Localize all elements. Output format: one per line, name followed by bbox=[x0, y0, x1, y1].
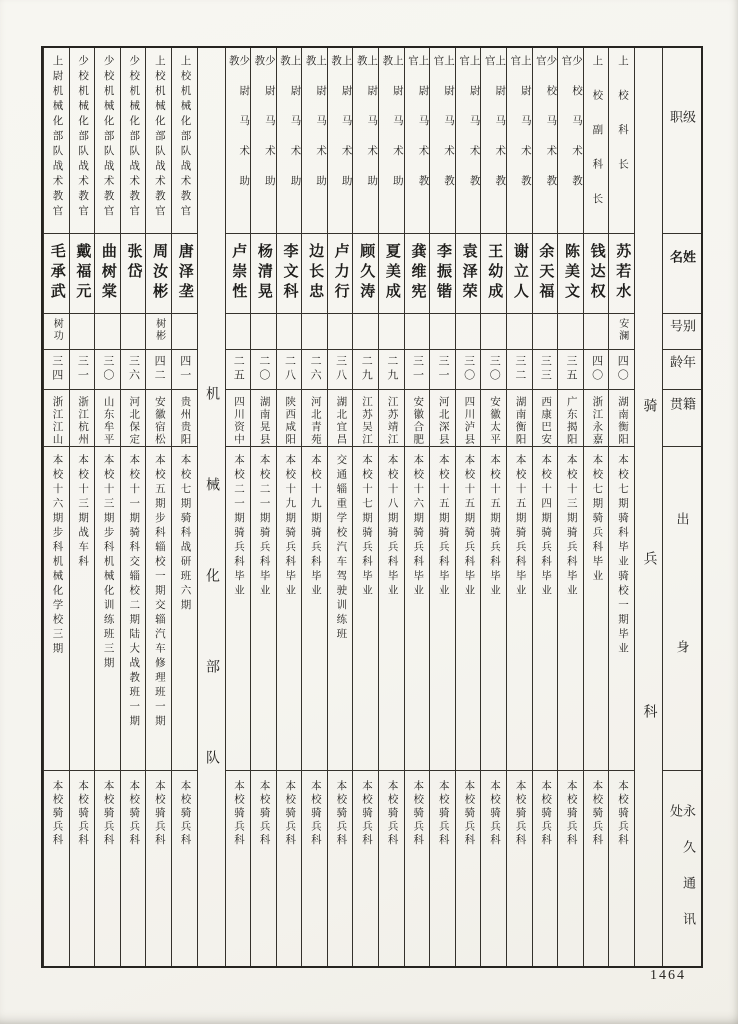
member-column bbox=[429, 48, 455, 966]
member-native-place: 浙江江山 bbox=[44, 390, 69, 447]
member-name: 陈美文 bbox=[558, 234, 583, 314]
member-rank: 上尉马术教官 bbox=[507, 48, 532, 234]
member-origin: 本校十四期骑兵科毕业 bbox=[533, 447, 558, 771]
member-age: 二九 bbox=[353, 350, 378, 390]
member-column bbox=[455, 48, 481, 966]
member-column bbox=[69, 48, 95, 966]
member-age: 三〇 bbox=[456, 350, 481, 390]
member-address: 本校骑兵科 bbox=[616, 780, 628, 848]
member-rank: 少校机械化部队战术教官 bbox=[70, 48, 95, 234]
member-column bbox=[378, 48, 404, 966]
member-age: 四二 bbox=[146, 350, 171, 390]
member-native-place: 浙江永嘉 bbox=[584, 390, 609, 447]
member-address: 本校骑兵科 bbox=[284, 780, 296, 848]
member-rank: 上尉马术助教 bbox=[353, 48, 378, 234]
member-age: 二〇 bbox=[251, 350, 276, 390]
member-column bbox=[352, 48, 378, 966]
member-name: 杨清晃 bbox=[251, 234, 276, 314]
member-age: 二五 bbox=[226, 350, 251, 390]
member-column bbox=[145, 48, 171, 966]
member-column bbox=[583, 48, 609, 966]
member-native-place: 安徽合肥 bbox=[405, 390, 430, 447]
member-native-place: 陕西咸阳 bbox=[277, 390, 302, 447]
member-column bbox=[43, 48, 69, 966]
member-address: 本校骑兵科 bbox=[361, 780, 373, 848]
member-age: 三六 bbox=[121, 350, 146, 390]
member-alias: 树彬 bbox=[146, 314, 171, 350]
member-alias bbox=[226, 314, 251, 350]
member-address: 本校骑兵科 bbox=[488, 780, 500, 848]
member-origin: 本校二一期骑兵科毕业 bbox=[251, 447, 276, 771]
member-rank: 上校副科长 bbox=[584, 48, 609, 234]
member-origin: 本校七期骑科战研班六期 bbox=[172, 447, 197, 771]
member-alias bbox=[277, 314, 302, 350]
member-name: 毛承武 bbox=[44, 234, 69, 314]
member-alias bbox=[533, 314, 558, 350]
member-rank: 上尉马术助教 bbox=[277, 48, 302, 234]
member-address: 本校骑兵科 bbox=[591, 780, 603, 848]
member-age: 二九 bbox=[379, 350, 404, 390]
member-address: 本校骑兵科 bbox=[309, 780, 321, 848]
member-alias bbox=[507, 314, 532, 350]
member-native-place: 湖南衡阳 bbox=[507, 390, 532, 447]
member-name: 曲树棠 bbox=[95, 234, 120, 314]
member-age: 二六 bbox=[302, 350, 327, 390]
member-alias bbox=[302, 314, 327, 350]
member-origin: 本校十五期骑兵科毕业 bbox=[481, 447, 506, 771]
member-alias bbox=[70, 314, 95, 350]
member-address: 本校骑兵科 bbox=[437, 780, 449, 848]
member-address: 本校骑兵科 bbox=[102, 780, 114, 848]
member-rank: 少校马术教官 bbox=[533, 48, 558, 234]
member-native-place: 广东揭阳 bbox=[558, 390, 583, 447]
member-age: 二八 bbox=[277, 350, 302, 390]
member-age: 三五 bbox=[558, 350, 583, 390]
member-age: 三一 bbox=[70, 350, 95, 390]
member-rank: 上尉马术教官 bbox=[456, 48, 481, 234]
member-origin: 本校十八期骑兵科毕业 bbox=[379, 447, 404, 771]
member-address: 本校骑兵科 bbox=[51, 780, 63, 848]
header-native-place: 籍贯 bbox=[663, 390, 701, 447]
member-native-place: 湖南晃县 bbox=[251, 390, 276, 447]
member-name: 苏若水 bbox=[609, 234, 634, 314]
member-native-place: 江苏靖江 bbox=[379, 390, 404, 447]
member-address: 本校骑兵科 bbox=[77, 780, 89, 848]
member-address: 本校骑兵科 bbox=[258, 780, 270, 848]
member-alias bbox=[456, 314, 481, 350]
member-native-place: 四川资中 bbox=[226, 390, 251, 447]
member-alias bbox=[558, 314, 583, 350]
member-age: 三一 bbox=[405, 350, 430, 390]
member-native-place: 贵州贵阳 bbox=[172, 390, 197, 447]
member-native-place: 安徽宿松 bbox=[146, 390, 171, 447]
member-age: 四〇 bbox=[584, 350, 609, 390]
table-header-column bbox=[662, 48, 701, 966]
member-address: 本校骑兵科 bbox=[128, 780, 140, 848]
member-name: 卢崇性 bbox=[226, 234, 251, 314]
member-name: 顾久涛 bbox=[353, 234, 378, 314]
section-title: 骑兵科 bbox=[641, 398, 657, 857]
member-alias bbox=[405, 314, 430, 350]
member-address: 本校骑兵科 bbox=[153, 780, 165, 848]
member-age: 三〇 bbox=[95, 350, 120, 390]
member-rank: 上尉马术助教 bbox=[328, 48, 353, 234]
member-name: 李文科 bbox=[277, 234, 302, 314]
member-origin: 本校十九期骑兵科毕业 bbox=[277, 447, 302, 771]
member-rank: 上校机械化部队战术教官 bbox=[172, 48, 197, 234]
member-name: 李振锴 bbox=[430, 234, 455, 314]
member-origin: 本校二一期骑兵科毕业 bbox=[226, 447, 251, 771]
member-alias bbox=[251, 314, 276, 350]
member-column bbox=[94, 48, 120, 966]
member-name: 钱达权 bbox=[584, 234, 609, 314]
member-native-place: 四川泸县 bbox=[456, 390, 481, 447]
member-origin: 本校七期骑兵科毕业 bbox=[584, 447, 609, 771]
header-alias: 别号 bbox=[663, 314, 701, 350]
member-age: 三八 bbox=[328, 350, 353, 390]
member-alias: 树功 bbox=[44, 314, 69, 350]
member-alias bbox=[481, 314, 506, 350]
member-alias bbox=[430, 314, 455, 350]
member-origin: 本校十三期战车科 bbox=[70, 447, 95, 771]
member-address: 本校骑兵科 bbox=[335, 780, 347, 848]
member-rank: 少校机械化部队战术教官 bbox=[95, 48, 120, 234]
member-column bbox=[250, 48, 276, 966]
member-address: 本校骑兵科 bbox=[386, 780, 398, 848]
header-origin: 出身 bbox=[663, 447, 701, 771]
member-column bbox=[327, 48, 353, 966]
header-rank: 级职 bbox=[663, 48, 701, 234]
member-origin: 本校十六期步科机械化学校三期 bbox=[44, 447, 69, 771]
page-number: 1464 bbox=[650, 968, 686, 983]
roster-table bbox=[41, 46, 703, 968]
member-rank: 上尉马术教官 bbox=[405, 48, 430, 234]
member-name: 袁泽荣 bbox=[456, 234, 481, 314]
member-origin: 本校五期步科辎校一期交辎汽车修理班一期 bbox=[146, 447, 171, 771]
member-address: 本校骑兵科 bbox=[540, 780, 552, 848]
member-native-place: 江苏吴江 bbox=[353, 390, 378, 447]
member-origin: 本校十六期骑兵科毕业 bbox=[405, 447, 430, 771]
header-age: 年龄 bbox=[663, 350, 701, 390]
member-rank: 上尉马术助教 bbox=[379, 48, 404, 234]
member-origin: 本校十三期骑兵科毕业 bbox=[558, 447, 583, 771]
member-address: 本校骑兵科 bbox=[412, 780, 424, 848]
header-address: 永久通讯处 bbox=[668, 804, 696, 948]
member-rank: 上校科长 bbox=[609, 48, 634, 234]
member-column bbox=[301, 48, 327, 966]
member-age: 三一 bbox=[430, 350, 455, 390]
member-name: 夏美成 bbox=[379, 234, 404, 314]
member-column bbox=[557, 48, 583, 966]
member-column bbox=[532, 48, 558, 966]
member-alias bbox=[172, 314, 197, 350]
member-origin: 本校七期骑科毕业骑校一期毕业 bbox=[609, 447, 634, 771]
member-rank: 少校马术教官 bbox=[558, 48, 583, 234]
member-alias: 安澜 bbox=[609, 314, 634, 350]
member-native-place: 河北青苑 bbox=[302, 390, 327, 447]
member-rank: 上校机械化部队战术教官 bbox=[146, 48, 171, 234]
member-origin: 本校十五期骑兵科毕业 bbox=[507, 447, 532, 771]
member-rank: 少尉马术助教 bbox=[226, 48, 251, 234]
member-alias bbox=[584, 314, 609, 350]
member-name: 龚维宪 bbox=[405, 234, 430, 314]
member-origin: 本校十七期骑兵科毕业 bbox=[353, 447, 378, 771]
member-native-place: 河北深县 bbox=[430, 390, 455, 447]
member-origin: 本校十一期骑科交辎校二期陆大战教班一期 bbox=[121, 447, 146, 771]
member-column bbox=[171, 48, 197, 966]
member-native-place: 湖北宜昌 bbox=[328, 390, 353, 447]
member-alias bbox=[121, 314, 146, 350]
member-origin: 本校十三期步科机械化训练班三期 bbox=[95, 447, 120, 771]
member-name: 谢立人 bbox=[507, 234, 532, 314]
section-title-column-cavalry bbox=[634, 48, 662, 966]
member-alias bbox=[353, 314, 378, 350]
member-name: 王幼成 bbox=[481, 234, 506, 314]
member-rank: 少校机械化部队战术教官 bbox=[121, 48, 146, 234]
section-title-column-mechanized bbox=[197, 48, 225, 966]
member-native-place: 湖南衡阳 bbox=[609, 390, 634, 447]
member-native-place: 浙江杭州 bbox=[70, 390, 95, 447]
member-rank: 上尉马术教官 bbox=[481, 48, 506, 234]
member-age: 三〇 bbox=[481, 350, 506, 390]
member-age: 三四 bbox=[44, 350, 69, 390]
member-origin: 本校十五期骑兵科毕业 bbox=[430, 447, 455, 771]
member-address: 本校骑兵科 bbox=[233, 780, 245, 848]
member-name: 张岱 bbox=[121, 234, 146, 314]
member-name: 余天福 bbox=[533, 234, 558, 314]
member-native-place: 山东牟平 bbox=[95, 390, 120, 447]
section-title: 机械化部队 bbox=[204, 386, 219, 841]
member-address: 本校骑兵科 bbox=[565, 780, 577, 848]
member-column bbox=[608, 48, 634, 966]
member-native-place: 安徽太平 bbox=[481, 390, 506, 447]
member-name: 周汝彬 bbox=[146, 234, 171, 314]
member-age: 四一 bbox=[172, 350, 197, 390]
member-column bbox=[225, 48, 251, 966]
member-rank: 上尉马术助教 bbox=[302, 48, 327, 234]
member-origin: 交通辎重学校汽车驾驶训练班 bbox=[328, 447, 353, 771]
member-address: 本校骑兵科 bbox=[179, 780, 191, 848]
member-age: 四〇 bbox=[609, 350, 634, 390]
member-age: 三二 bbox=[507, 350, 532, 390]
member-address: 本校骑兵科 bbox=[514, 780, 526, 848]
member-age: 三三 bbox=[533, 350, 558, 390]
member-name: 唐泽垄 bbox=[172, 234, 197, 314]
member-origin: 本校十九期骑兵科毕业 bbox=[302, 447, 327, 771]
member-column bbox=[120, 48, 146, 966]
header-name: 姓名 bbox=[663, 234, 701, 314]
member-name: 卢力行 bbox=[328, 234, 353, 314]
member-column bbox=[404, 48, 430, 966]
member-address: 本校骑兵科 bbox=[463, 780, 475, 848]
member-column bbox=[276, 48, 302, 966]
member-alias bbox=[328, 314, 353, 350]
member-alias bbox=[95, 314, 120, 350]
member-rank: 上尉机械化部队战术教官 bbox=[44, 48, 69, 234]
member-rank: 少尉马术助教 bbox=[251, 48, 276, 234]
member-origin: 本校十五期骑兵科毕业 bbox=[456, 447, 481, 771]
member-name: 戴福元 bbox=[70, 234, 95, 314]
member-native-place: 西康巴安 bbox=[533, 390, 558, 447]
member-column bbox=[480, 48, 506, 966]
member-rank: 上尉马术教官 bbox=[430, 48, 455, 234]
member-alias bbox=[379, 314, 404, 350]
member-name: 边长忠 bbox=[302, 234, 327, 314]
member-native-place: 河北保定 bbox=[121, 390, 146, 447]
member-column bbox=[506, 48, 532, 966]
